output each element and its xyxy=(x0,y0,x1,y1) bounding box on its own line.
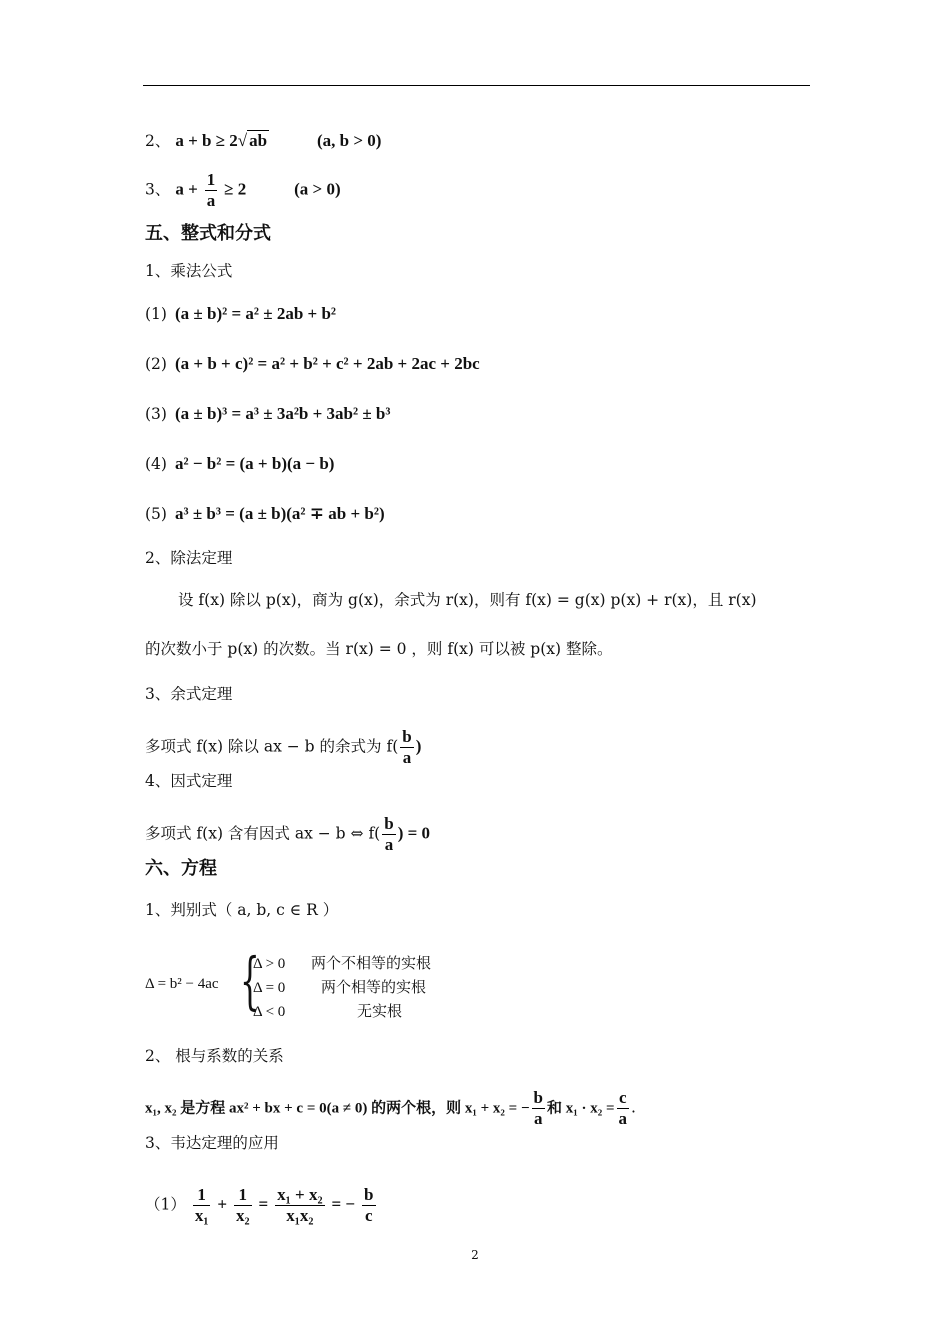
fraction: $\frac{c}{a}$ xyxy=(618,1088,628,1128)
formula-row: (2) (a + b + c)² = a² + b² + c² + 2ab + 2ac + 2bc xyxy=(145,354,480,373)
subsection-title: 3、韦达定理的应用 xyxy=(145,1134,279,1152)
text: 多项式 f(x) 除以 ax − b 的余式为 f( xyxy=(145,737,399,756)
subsection-title: 4、因式定理 xyxy=(145,772,233,790)
factor-theorem: 多项式 f(x) 含有因式 ax − b ⇔ f( $\frac{b}{a}$ ) = 0 xyxy=(145,814,431,854)
sqrt-term: ab xyxy=(249,131,268,150)
fraction: $\frac{1}{\text{x₁}}$ xyxy=(194,1185,209,1225)
discriminant: Δ = b² − 4ac xyxy=(145,976,219,992)
condition: (a > 0) xyxy=(294,179,341,199)
formula-rhs: ≥ 2 xyxy=(224,179,247,199)
item-label: 3、 xyxy=(145,180,171,199)
formula: a + b ≥ 2 xyxy=(175,131,238,150)
fraction: $\frac{b}{a}$ xyxy=(533,1088,543,1128)
fraction: $\frac{b}{c}$ xyxy=(364,1185,374,1225)
inequality-2: 2、 a + b ≥ 2√ ab (a, b > 0) xyxy=(145,131,382,150)
page-number: 2 xyxy=(471,1248,479,1262)
section-title: 五、整式和分式 xyxy=(145,223,271,244)
vieta-formula: （1） $\frac{1}{\text{x₁}}$ + $\frac{1}{\text{x₂}}$ = $\frac{\text{x₁ + x₂}}{\text{x₁x₂}}$ = − $\frac{b}{c}$ xyxy=(145,1185,374,1225)
fraction: $\frac{b}{a}$ xyxy=(402,727,412,767)
formula-row: (5) a³ ± b³ = (a ± b)(a² ∓ ab + b²) xyxy=(145,504,385,523)
subsection-title: 3、余式定理 xyxy=(145,685,233,703)
subsection-title: 1、乘法公式 xyxy=(145,262,233,280)
paragraph: 的次数小于 p(x) 的次数。当 r(x) = 0 ，则 f(x) 可以被 p(x) 整除。 xyxy=(145,640,613,658)
header-rule xyxy=(143,85,810,86)
paragraph: 设 f(x) 除以 p(x)，商为 g(x)，余式为 r(x)，则有 f(x) = g(x) p(x) + r(x)，且 r(x) xyxy=(178,591,757,609)
item-label: （1） xyxy=(145,1195,186,1214)
formula-row: (4) a² − b² = (a + b)(a − b) xyxy=(145,454,335,473)
fraction: $\frac{1}{a}$ xyxy=(206,170,216,210)
inequality-3 xyxy=(145,170,341,211)
brace: { xyxy=(240,944,260,1017)
formula-lhs: a + xyxy=(175,179,198,199)
fraction: $\frac{\text{x₁ + x₂}}{\text{x₁x₂}}$ xyxy=(277,1185,323,1225)
text: 多项式 f(x) 含有因式 ax − b ⇔ f( xyxy=(145,824,381,843)
remainder-theorem: 多项式 f(x) 除以 ax − b 的余式为 f( $\frac{b}{a}$ ) xyxy=(145,727,422,767)
fraction: $\frac{1}{\text{x₂}}$ xyxy=(235,1185,250,1225)
roots-relation: x₁, x₂ 是方程 ax² + bx + c = 0(a ≠ 0) 的两个根，则 x₁ + x₂ = − $\frac{b}{a}$ 和 x₁ · x₂ = $\frac{c}{a}$ . xyxy=(145,1088,636,1128)
fraction: $\frac{b}{a}$ xyxy=(384,814,394,854)
formula-row: (3) (a ± b)³ = a³ ± 3a²b + 3ab² ± b³ xyxy=(145,404,391,423)
subsection-title: 2、 根与系数的关系 xyxy=(145,1047,284,1065)
formula-row: (1) (a ± b)² = a² ± 2ab + b² xyxy=(145,304,337,323)
condition: (a, b > 0) xyxy=(316,131,382,150)
case-row: Δ < 0 无实根 xyxy=(253,1004,403,1020)
item-label: 2、 xyxy=(145,132,171,150)
case-row: Δ > 0 两个不相等的实根 xyxy=(253,956,432,972)
subsection-title: 2、除法定理 xyxy=(145,549,233,567)
subsection-title: 1、判别式（ a, b, c ∈ R ） xyxy=(145,901,339,919)
case-row: Δ = 0 两个相等的实根 xyxy=(253,980,427,996)
section-title: 六、方程 xyxy=(145,858,217,879)
